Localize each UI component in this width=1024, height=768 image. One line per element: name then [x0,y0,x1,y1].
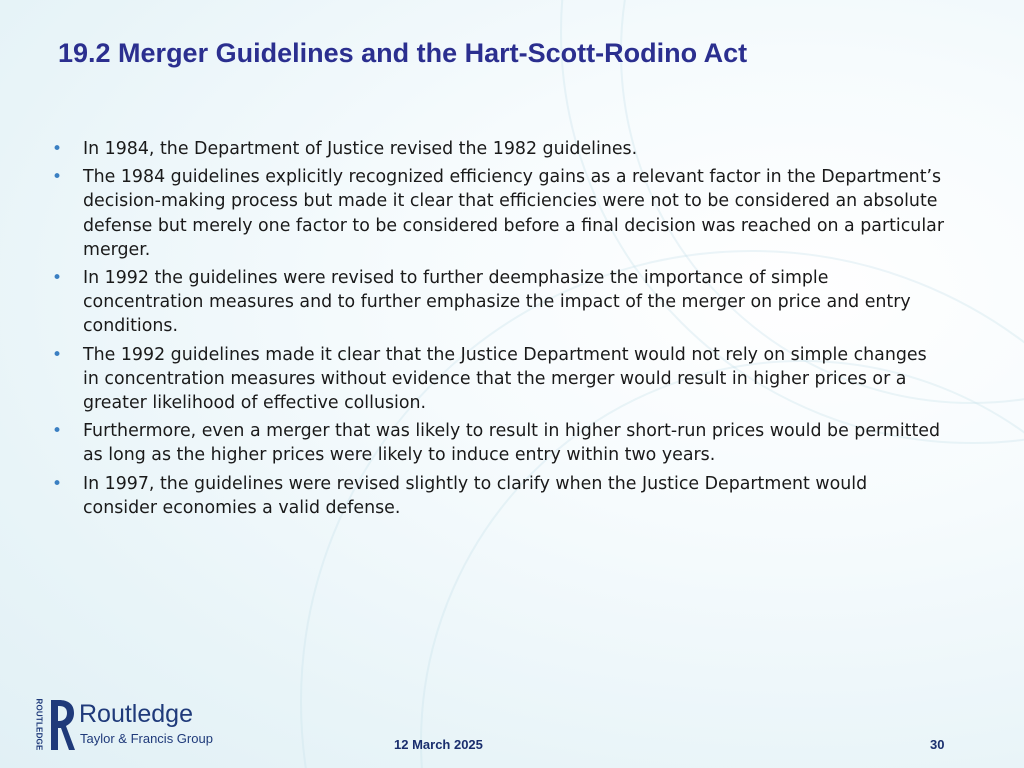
slide-title: 19.2 Merger Guidelines and the Hart-Scott-Rodino Act [58,38,748,68]
bullet-item [44,472,944,520]
bullet-list [44,137,944,524]
page-number: 30 [930,737,945,752]
bullet-text: Furthermore, even a merger that was likely to result in higher short-run prices would be permitted as long as the higher prices were likely to induce entry within two years. [83,421,941,466]
bullet-text: In 1984, the Department of Justice revised the 1982 guidelines. [83,139,638,159]
logo-name: Routledge [79,700,193,728]
bullet-item [44,419,944,467]
logo-side-text: ROUTLEDGE [34,697,44,751]
routledge-r-logo-icon [45,698,75,752]
bullet-text: The 1992 guidelines made it clear that the Justice Department would not rely on simple changes in concentration measures without evidence that the merger would result in higher prices or a greater likelihood of effective collusion. [83,344,927,414]
bullet-marker: • [52,473,63,494]
bullet-item [44,343,944,416]
bullet-text: In 1997, the guidelines were revised slightly to clarify when the Justice Department would consider economies a valid defense. [83,473,868,518]
bullet-item [44,137,944,161]
bullet-item [44,266,944,339]
bullet-item [44,165,944,262]
bullet-marker: • [52,421,63,442]
routledge-logo [34,696,218,754]
bullet-marker: • [52,344,63,365]
bullet-text: The 1984 guidelines explicitly recognized efficiency gains as a relevant factor in the Department’s decision-making process but made it clear that efficiencies were not to be considered an absolute defense but merely one factor to be considered before a final decision was reached on a particular merger. [83,167,944,260]
bullet-marker: • [52,268,63,289]
bullet-marker: • [52,167,63,188]
bullet-marker: • [52,139,63,159]
bullet-text: In 1992 the guidelines were revised to further deemphasize the importance of simple concentration measures and to further emphasize the impact of the merger on price and entry conditions. [83,268,911,337]
logo-subtitle: Taylor & Francis Group [80,731,213,746]
footer-date: 12 March 2025 [394,737,483,752]
